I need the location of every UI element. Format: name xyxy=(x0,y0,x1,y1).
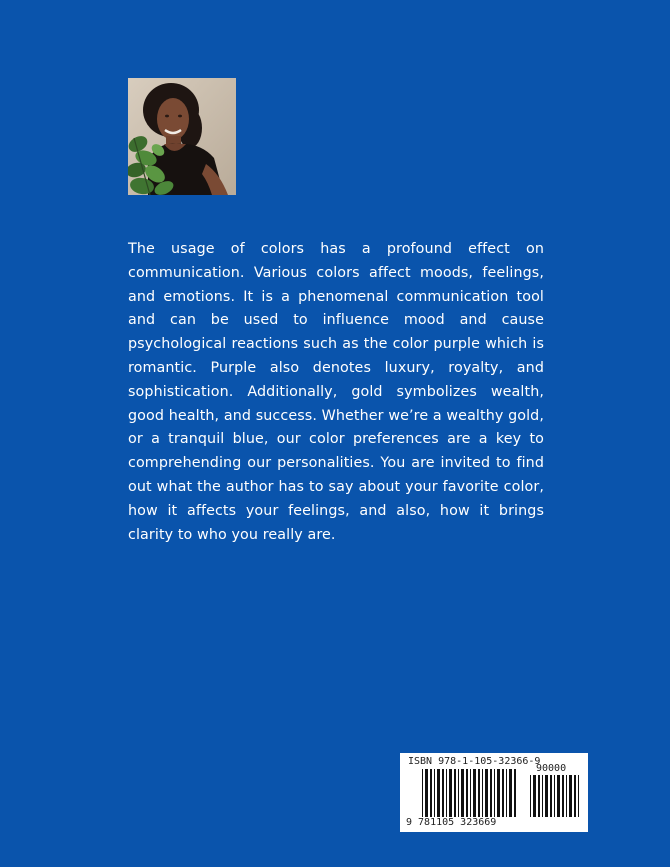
barcode-bar xyxy=(538,775,540,817)
barcode-bar xyxy=(461,769,464,817)
barcode-bar xyxy=(434,769,435,817)
ean-digits: 9 781105 323669 xyxy=(406,817,497,828)
barcode-bar xyxy=(545,775,548,817)
author-photo xyxy=(128,78,236,195)
barcode-bar xyxy=(437,769,440,817)
isbn-barcode xyxy=(400,753,588,832)
barcode-bar xyxy=(449,769,452,817)
barcode-bar xyxy=(502,769,504,817)
barcode-bar xyxy=(509,769,512,817)
back-cover-blurb: The usage of colors has a profound effect on communication. Various colors affect moods, feelings, and emotions. It is a phenomenal communication tool and can be used to influence mood and cause psychological reactions such as the color purple which is romantic. Purple also denotes luxury, royalty, and sophistication. Additionally, gold symbolizes wealth, good health, and success. Whether we’re a wealthy gold, or a tranquil blue, our color preferences are a key to comprehending our personalities. You are invited to find out what the author has to say about your favorite color, how it affects your feelings, and also, how it brings clarity to who you really are. xyxy=(128,241,544,543)
barcode-bar xyxy=(454,769,456,817)
barcode-bar xyxy=(422,769,423,817)
barcode-bar xyxy=(533,775,536,817)
barcode-bar xyxy=(466,769,468,817)
barcode-bar xyxy=(425,769,428,817)
barcode-bar xyxy=(430,769,432,817)
barcode-bar xyxy=(506,769,507,817)
barcode-bar xyxy=(442,769,444,817)
barcode-bar xyxy=(494,769,495,817)
isbn-label: ISBN 978-1-105-32366-9 xyxy=(408,756,541,767)
barcode-bar xyxy=(530,775,531,817)
barcode-bar xyxy=(497,769,500,817)
barcode-bar xyxy=(554,775,555,817)
barcode-bar xyxy=(470,769,471,817)
barcode-bar xyxy=(566,775,567,817)
barcode-bar xyxy=(569,775,572,817)
barcode-bar xyxy=(485,769,488,817)
price-code: 90000 xyxy=(536,763,567,774)
barcode-bar xyxy=(550,775,552,817)
barcode-bar xyxy=(562,775,564,817)
barcode-bar xyxy=(458,769,459,817)
barcode-bar xyxy=(542,775,543,817)
barcode-bar xyxy=(574,775,576,817)
barcode-bar xyxy=(490,769,492,817)
barcode-bar xyxy=(578,775,579,817)
barcode-bar xyxy=(446,769,447,817)
barcode-bar xyxy=(473,769,476,817)
barcode-bar xyxy=(482,769,483,817)
barcode-bar xyxy=(557,775,560,817)
barcode-bar xyxy=(514,769,516,817)
barcode-bar xyxy=(478,769,480,817)
